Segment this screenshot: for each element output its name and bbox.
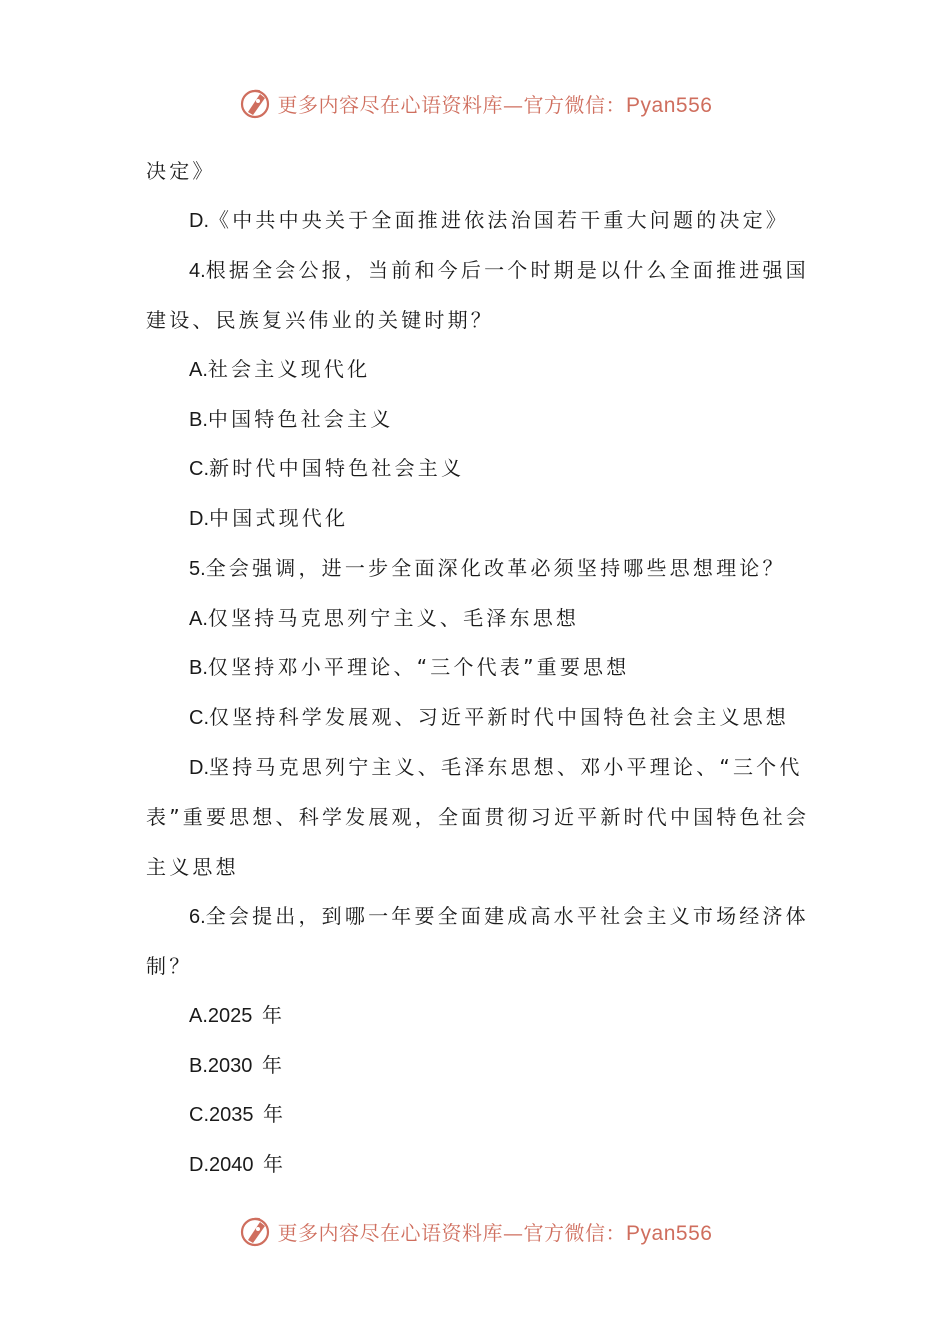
pen-nib-circle-icon	[238, 85, 274, 121]
footer-banner	[0, 1211, 950, 1251]
question-line: 6.全会提出，到哪一年要全面建成高水平社会主义市场经济体	[189, 904, 809, 928]
banner-text: 更多内容尽在心语资料库—官方微信：Pyan556	[277, 92, 713, 117]
option-line: C.新时代中国特色社会主义	[189, 456, 465, 480]
option-line: B.仅坚持邓小平理论、“三个代表”重要思想	[189, 655, 630, 679]
banner-text: 更多内容尽在心语资料库—官方微信：Pyan556	[277, 1220, 713, 1245]
option-line: A.仅坚持马克思列宁主义、毛泽东思想	[189, 606, 580, 630]
option-line: C.仅坚持科学发展观、习近平新时代中国特色社会主义思想	[189, 705, 789, 729]
option-line: D.坚持马克思列宁主义、毛泽东思想、邓小平理论、“三个代	[189, 755, 803, 779]
text-line: 表”重要思想、科学发展观，全面贯彻习近平新时代中国特色社会	[146, 805, 810, 829]
option-line: D.中国式现代化	[189, 506, 349, 530]
header-banner	[0, 83, 950, 123]
text-line: 决定》	[146, 159, 216, 183]
option-line: B.中国特色社会主义	[189, 407, 394, 431]
text-line: 制？	[146, 954, 193, 978]
option-line: B.2030 年	[189, 1053, 286, 1077]
pen-nib-circle-icon	[238, 1213, 274, 1249]
option-line: D.2040 年	[189, 1152, 287, 1176]
option-line: D.《中共中央关于全面推进依法治国若干重大问题的决定》	[189, 208, 789, 232]
option-line: A.2025 年	[189, 1003, 286, 1027]
text-line: 主义思想	[146, 855, 239, 879]
option-line: C.2035 年	[189, 1102, 287, 1126]
question-line: 4.根据全会公报，当前和今后一个时期是以什么全面推进强国	[189, 258, 809, 282]
text-line: 建设、民族复兴伟业的关键时期？	[146, 308, 494, 332]
option-line: A.社会主义现代化	[189, 357, 371, 381]
question-line: 5.全会强调，进一步全面深化改革必须坚持哪些思想理论？	[189, 556, 786, 580]
